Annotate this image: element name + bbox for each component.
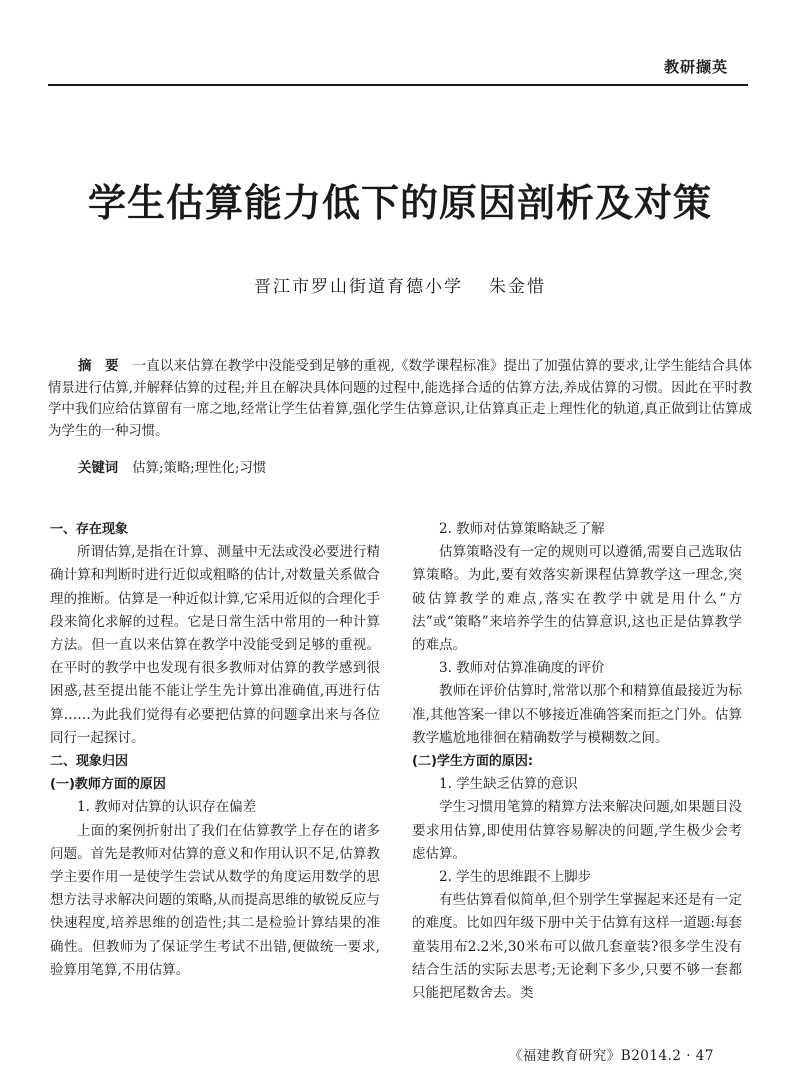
paragraph: 学生习惯用笔算的精算方法来解决问题,如果题目没要求用估算,即使用估算容易解决的问题,学生极少会考虑估算。 [412, 799, 742, 862]
paragraph: 有些估算看似简单,但个别学生掌握起来还是有一定的难度。比如四年级下册中关于估算有这样一道题:每套童装用布2.2米,30米布可以做几套童装?很多学生没有结合生活的实际去思考;无论剩下多少,只要不够一套都只能把尾数舍去。类 [412, 892, 742, 1002]
subsubsection-heading: 1. 教师对估算的认识存在偏差 [77, 799, 257, 816]
paragraph: 所谓估算,是指在计算、测量中无法或没必要进行精确计算和判断时进行近似或粗略的估计,对数量关系做合理的推断。估算是一种近似计算,它采用近似的合理化手段来简化求解的过程。它是日常生活中常用的一种计算方法。但一直以来估算在教学中没能受到足够的重视。在平时的教学中也发现有很多教师对估算的教学感到很困惑,甚至提出能不能让学生先计算出准确值,再进行估算……为此我们觉得有必要把估算的问题拿出来与各位同行一起探讨。 [50, 544, 380, 746]
subsection-heading: (二)学生方面的原因: [412, 754, 534, 770]
paragraph: 上面的案例折射出了我们在估算教学上存在的诸多问题。首先是教师对估算的意义和作用认识不足,估算教学主要作用一是使学生尝试从数学的角度运用数学的思想方法寻求解决问题的策略,从而提高思维的敏锐反应与快速程度,培养思维的创造性;其二是检验计算结果的准确性。但教师为了保证学生考试不出错,便做统一要求,验算用笔算,不用估算。 [50, 822, 380, 978]
subsection-heading: (一)教师方面的原因 [50, 777, 166, 793]
subsubsection-heading: 2. 教师对估算策略缺乏了解 [439, 521, 605, 537]
author-affiliation: 晋江市罗山街道育德小学 [254, 277, 463, 297]
left-column [50, 518, 380, 982]
header-rule [48, 84, 748, 86]
keywords-text: 估算;策略;理性化;习惯 [132, 461, 267, 476]
paragraph: 估算策略没有一定的规则可以遵循,需要自己选取估算策略。为此,要有效落实新课程估算教学这一理念,突破估算教学的难点,落实在教学中就是用什么“方法”或“策略”来培养学生的估算意识,这也正是估算教学的难点。 [412, 544, 742, 654]
abstract-text: 一直以来估算在教学中没能受到足够的重视,《数学课程标准》提出了加强估算的要求,让学生能结合具体情景进行估算,并解释估算的过程;并且在解决具体问题的过程中,能选择合适的估算方法,养成估算的习惯。因此在平时教学中我们应给估算留有一席之地,经常让学生估着算,强化学生估算意识,让估算真正走上理性化的轨道,真正做到让估算成为学生的一种习惯。 [48, 359, 753, 439]
subsubsection-heading: 1. 学生缺乏估算的意识 [439, 776, 578, 793]
section-heading: 二、现象归因 [50, 754, 129, 770]
article-title: 学生估算能力低下的原因剖析及对策 [87, 181, 712, 225]
keywords [48, 458, 752, 480]
author-line [0, 272, 800, 297]
abstract [48, 356, 752, 442]
paragraph: 教师在评价估算时,常常以那个和精算值最接近为标准,其他答案一律以不够接近准确答案而拒之门外。估算教学尴尬地徘徊在精确数学与模糊数之间。 [412, 683, 742, 746]
section-heading: 一、存在现象 [50, 522, 129, 537]
abstract-label: 摘 要 [78, 359, 119, 374]
section-label: 教研撷英 [663, 58, 728, 76]
keywords-label: 关键词 [78, 461, 119, 476]
right-column [412, 518, 742, 1005]
subsubsection-heading: 3. 教师对估算准确度的评价 [439, 660, 605, 677]
subsubsection-heading: 2. 学生的思维跟不上脚步 [439, 869, 592, 886]
author-name: 朱金惜 [489, 277, 546, 297]
journal-footer: 《福建教育研究》B2014.2 · 47 [508, 1048, 714, 1064]
